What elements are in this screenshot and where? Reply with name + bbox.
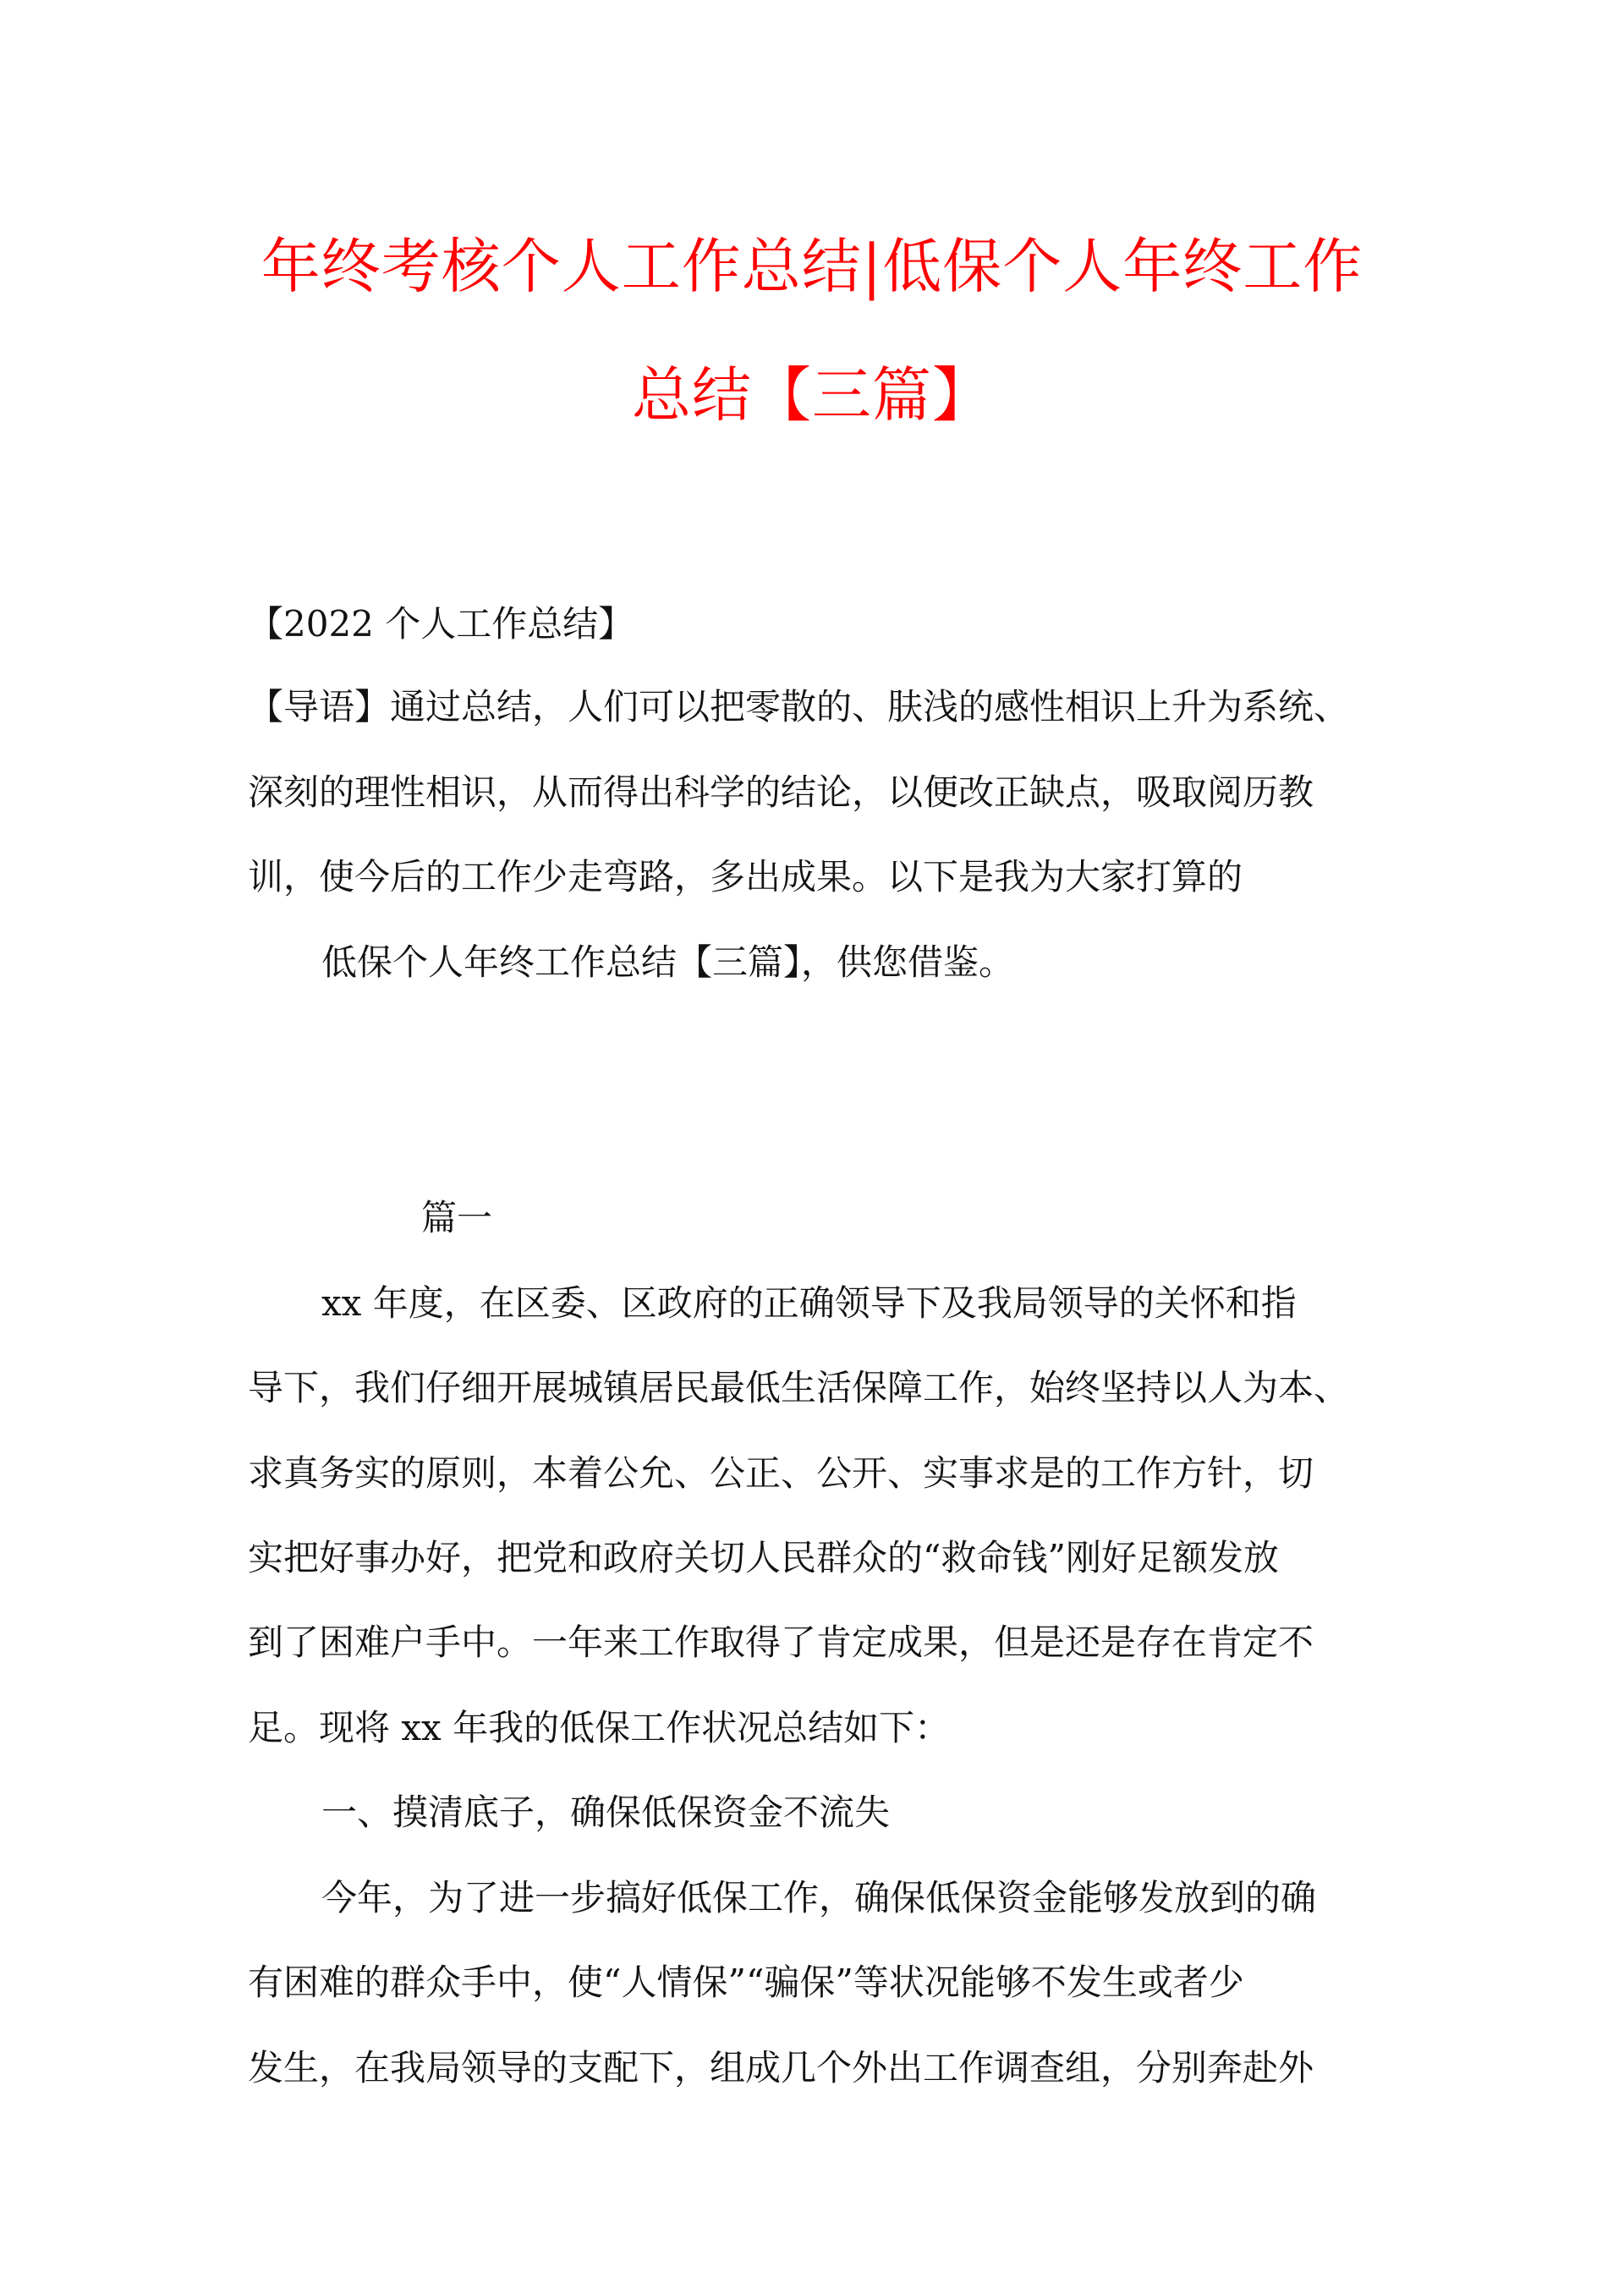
- intro-line-2: 深刻的理性相识，从而得出科学的结论，以便改正缺点，吸取阅历教: [248, 771, 1314, 813]
- para1-line-3: 求真务实的原则，本着公允、公正、公开、实事求是的工作方针，切: [248, 1452, 1314, 1494]
- para1-line-4: 实把好事办好，把党和政府关切人民群众的“救命钱”刚好足额发放: [248, 1537, 1279, 1578]
- intro-tail: 低保个人年终工作总结【三篇】，供您借鉴。: [321, 941, 1015, 983]
- para1-line-6: 足。现将 xx 年我的低保工作状况总结如下：: [248, 1707, 951, 1748]
- document-title-line-2: 总结【三篇】: [632, 360, 992, 430]
- para1-line-2: 导下，我们仔细开展城镇居民最低生活保障工作，始终坚持以人为本、: [248, 1367, 1350, 1408]
- category-tag: 【2022 个人工作总结】: [248, 603, 634, 645]
- document-title-line-1: 年终考核个人工作总结|低保个人年终工作: [261, 232, 1363, 301]
- para1-line-5: 到了困难户手中。一年来工作取得了肯定成果，但是还是存在肯定不: [248, 1622, 1314, 1663]
- para1-line-1: xx 年度，在区委、区政府的正确领导下及我局领导的关怀和指: [321, 1282, 1297, 1324]
- para2-line-3: 发生，在我局领导的支配下，组成几个外出工作调查组，分别奔赴外: [248, 2047, 1314, 2088]
- subheading: 一、摸清底子，确保低保资金不流失: [321, 1792, 891, 1833]
- intro-line-1: 【导语】通过总结，人们可以把零散的、肤浅的感性相识上升为系统、: [248, 686, 1350, 727]
- para2-line-2: 有困难的群众手中，使“人情保”“骗保”等状况能够不发生或者少: [248, 1962, 1244, 2003]
- para2-line-1: 今年，为了进一步搞好低保工作，确保低保资金能够发放到的确: [321, 1877, 1317, 1918]
- section-heading: 篇一: [421, 1197, 493, 1238]
- intro-line-3: 训，使今后的工作少走弯路，多出成果。以下是我为大家打算的: [248, 856, 1243, 897]
